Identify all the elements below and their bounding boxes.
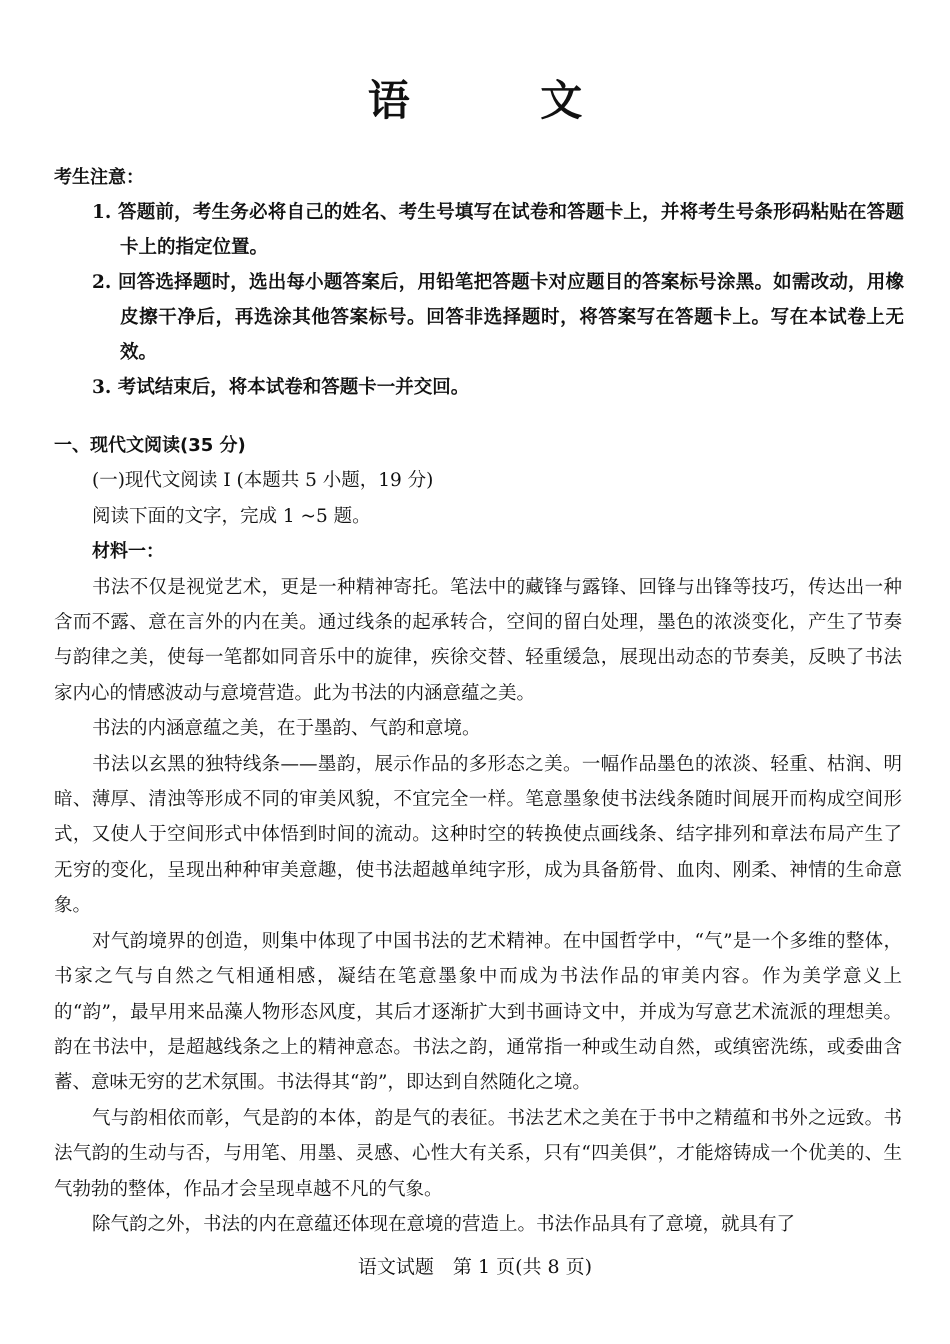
paragraph-3: 书法以玄黑的独特线条——墨韵，展示作品的多形态之美。一幅作品墨色的浓淡、轻重、枯润、明暗、薄厚、清浊等形成不同的审美风貌，不宜完全一样。笔意墨象使书法线条随时间展开而构成空间形式，又使人于空间形式中体悟到时间的流动。这种时空的转换使点画线条、结字排列和章法布局产生了无穷的变化，呈现出种种审美意趣，使书法超越单纯字形，成为具备筋骨、血肉、刚柔、神情的生命意象。: [54, 753, 902, 917]
notice-item-2: 2. 回答选择题时，选出每小题答案后，用铅笔把答题卡对应题目的答案标号涂黑。如需改动，用橡皮擦干净后，再选涂其他答案标号。回答非选择题时，将答案写在答题卡上。写在本试卷上无效。: [92, 272, 904, 363]
reading-section: [54, 428, 902, 1242]
paragraph-6: 除气韵之外，书法的内在意蕴还体现在意境的营造上。书法作品具有了意境，就具有了: [92, 1213, 796, 1235]
material-label: 材料一：: [92, 541, 164, 563]
paragraph-2: 书法的内涵意蕴之美，在于墨韵、气韵和意境。: [92, 718, 481, 740]
paragraph-5: 气与韵相依而彰，气是韵的本体，韵是气的表征。书法艺术之美在于书中之精蕴和书外之远致。书法气韵的生动与否，与用笔、用墨、灵感、心性大有关系，只有“四美俱”，才能熔铸成一个优美的、生气勃勃的整体，作品才会呈现卓越不凡的气象。: [54, 1107, 902, 1200]
section-heading: 一、现代文阅读(35 分): [54, 435, 246, 456]
paragraph-4: 对气韵境界的创造，则集中体现了中国书法的艺术精神。在中国哲学中，“气”是一个多维的整体，书家之气与自然之气相通相感，凝结在笔意墨象中而成为书法作品的审美内容。作为美学意义上的“韵”，最早用来品藻人物形态风度，其后才逐渐扩大到书画诗文中，并成为写意艺术流派的理想美。韵在书法中，是超越线条之上的精神意态。书法之韵，通常指一种或生动自然，或缜密洗练，或委曲含蓄、意味无穷的艺术氛围。书法得其“韵”，即达到自然随化之境。: [54, 930, 902, 1094]
page-title: 语 文: [367, 76, 641, 125]
paragraph-1: 书法不仅是视觉艺术，更是一种精神寄托。笔法中的藏锋与露锋、回锋与出锋等技巧，传达出一种含而不露、意在言外的内在美。通过线条的起承转合，空间的留白处理，墨色的浓淡变化，产生了节奏与韵律之美，使每一笔都如同音乐中的旋律，疾徐交替、轻重缓急，展现出动态的节奏美，反映了书法家内心的情感波动与意境营造。此为书法的内涵意蕴之美。: [54, 576, 902, 704]
notice-item-3: 3. 考试结束后，将本试卷和答题卡一并交回。: [92, 377, 470, 398]
section-instruction: 阅读下面的文字，完成 1 ~5 题。: [92, 505, 371, 527]
notice-heading: 考生注意：: [54, 167, 144, 188]
section-subheading: (一)现代文阅读 I (本题共 5 小题，19 分): [92, 470, 434, 492]
notice-item-1: 1. 答题前，考生务必将自己的姓名、考生号填写在试卷和答题卡上，并将考生号条形码粘贴在答题卡上的指定位置。: [92, 202, 904, 258]
notice-block: [54, 160, 904, 405]
page-footer: 语文试题 第 1 页(共 8 页): [357, 1256, 593, 1278]
